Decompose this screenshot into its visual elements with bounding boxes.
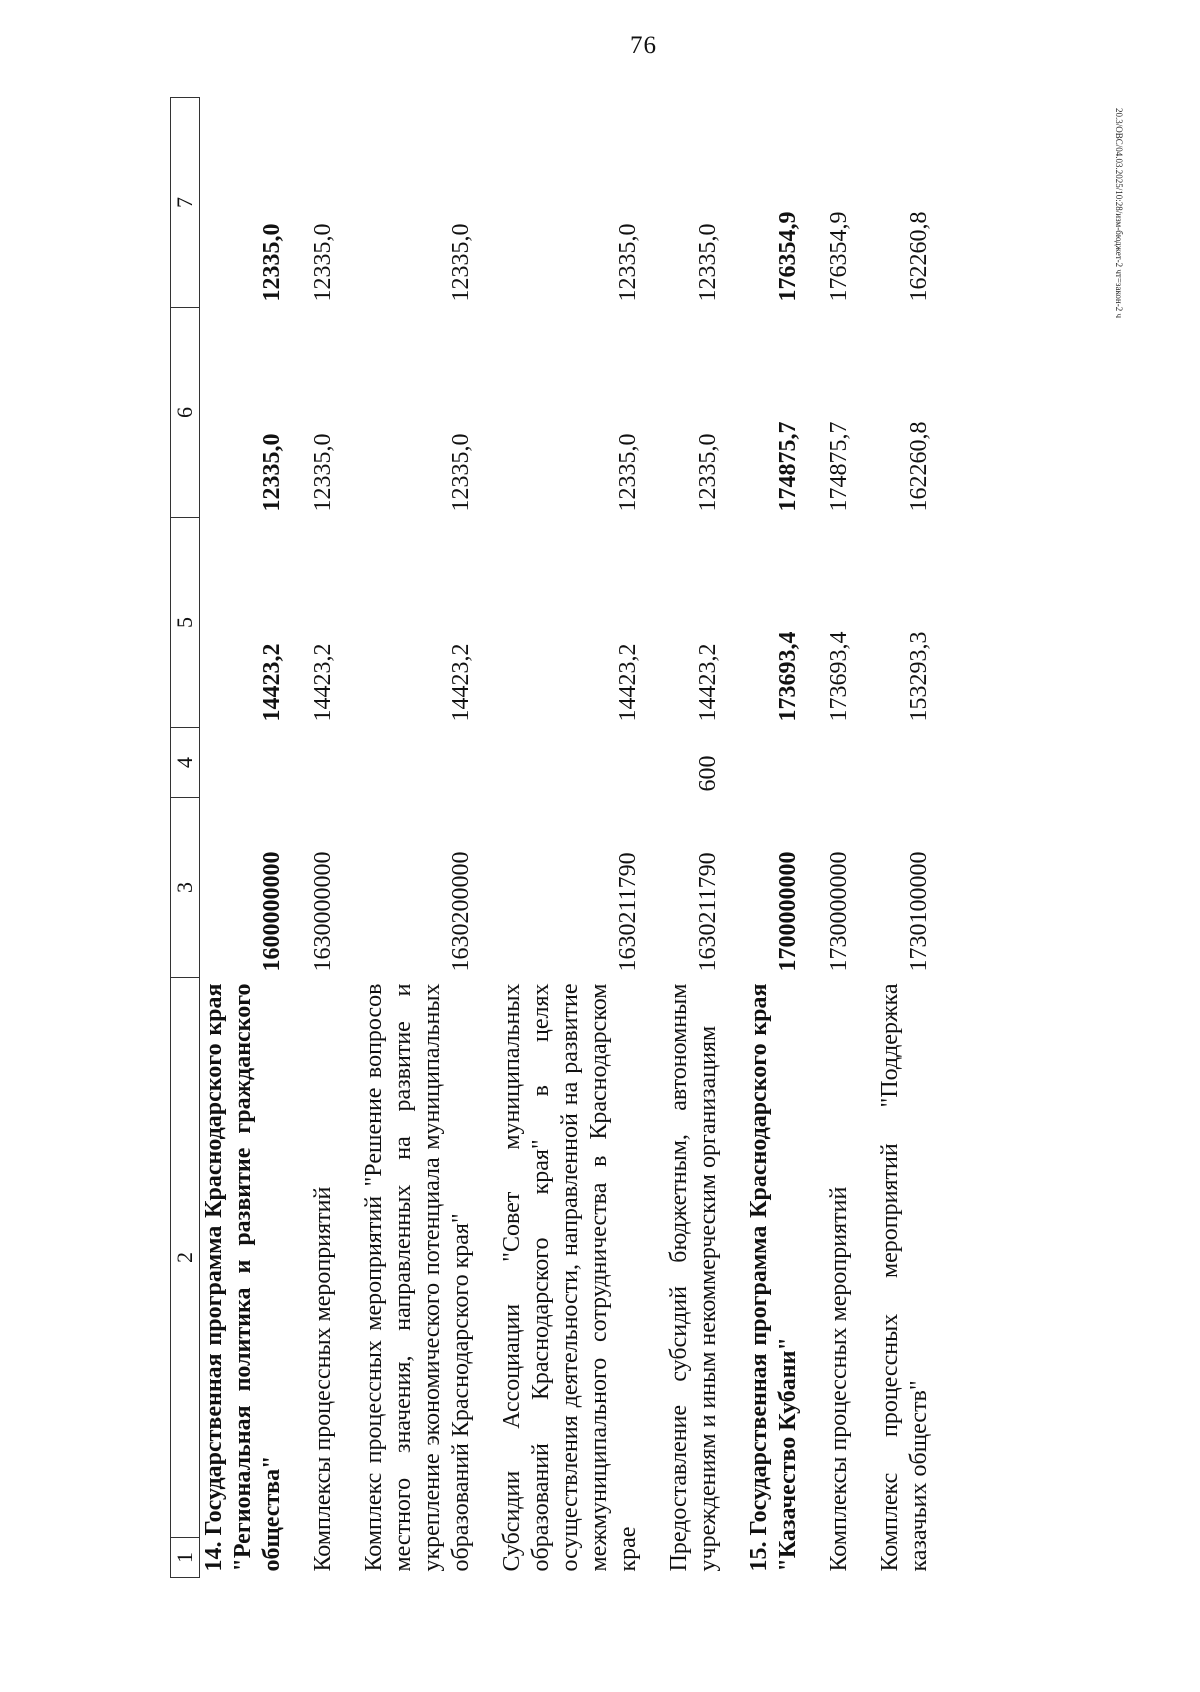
expense-type-code bbox=[200, 728, 310, 798]
amount-year-2: 12335,0 bbox=[259, 433, 285, 512]
expense-type-code bbox=[745, 728, 825, 798]
classification-code: 1630000000 bbox=[310, 851, 336, 972]
amount-year-3: 12335,0 bbox=[615, 223, 641, 302]
amount-year-1: 14423,2 bbox=[310, 643, 336, 722]
row-name-cell bbox=[498, 978, 665, 1578]
classification-code: 1630211790 bbox=[695, 852, 721, 972]
column-header-4: 4 bbox=[171, 728, 200, 798]
row-name: Предоставление субсидий бюджетным, автономным учреждениям и иным некоммерческим организациям bbox=[666, 983, 721, 1572]
amount-year-3: 12335,0 bbox=[448, 223, 474, 302]
classification-code: 1700000000 bbox=[775, 851, 801, 972]
amount-year-1: 173693,4 bbox=[826, 631, 852, 722]
amount-year-3: 12335,0 bbox=[259, 223, 285, 302]
expense-type-code bbox=[876, 728, 956, 798]
row-name: Комплекс процессных мероприятий "Решение вопросов местного значения, направленных на развитие и укрепление экономического потенциала муниципальных образований Краснодарского края" bbox=[361, 983, 474, 1572]
expense-type-code: 600 bbox=[695, 755, 721, 792]
classification-code: 1730100000 bbox=[906, 851, 932, 972]
row-name-cell bbox=[309, 978, 360, 1578]
column-header-5: 5 bbox=[171, 518, 200, 728]
amount-year-2: 162260,8 bbox=[906, 421, 932, 512]
amount-year-1: 153293,3 bbox=[906, 631, 932, 722]
table-header bbox=[171, 98, 200, 1578]
expense-type-code bbox=[825, 728, 876, 798]
amount-year-1: 173693,4 bbox=[775, 631, 801, 722]
table-row bbox=[309, 98, 360, 1578]
expense-type-code bbox=[498, 728, 665, 798]
table-body bbox=[200, 98, 957, 1578]
amount-year-2: 12335,0 bbox=[310, 433, 336, 512]
classification-code: 1630211790 bbox=[615, 852, 641, 972]
classification-code: 1730000000 bbox=[826, 851, 852, 972]
amount-year-1: 14423,2 bbox=[615, 643, 641, 722]
row-name: Комплексы процессных мероприятий bbox=[310, 1186, 336, 1572]
expense-type-code bbox=[309, 728, 360, 798]
classification-code: 1630200000 bbox=[448, 851, 474, 972]
table-row bbox=[665, 98, 745, 1578]
table-row bbox=[876, 98, 956, 1578]
classification-code: 1600000000 bbox=[259, 851, 285, 972]
table-row bbox=[200, 98, 310, 1578]
amount-year-2: 174875,7 bbox=[826, 421, 852, 512]
page-number: 76 bbox=[630, 32, 657, 59]
row-name-cell bbox=[200, 978, 310, 1578]
row-name-cell bbox=[825, 978, 876, 1578]
amount-year-1: 14423,2 bbox=[448, 643, 474, 722]
document-footer-code: 20.3/ОВС/04.03.2025/10:28/изм-бюджет-2 чт=закон-2 ч bbox=[1114, 108, 1124, 318]
amount-year-3: 12335,0 bbox=[695, 223, 721, 302]
amount-year-2: 174875,7 bbox=[775, 421, 801, 512]
row-name: Государственная программа Краснодарского края "Региональная политика и развитие гражданского общества" bbox=[201, 983, 285, 1572]
header-row bbox=[171, 98, 200, 1578]
amount-year-3: 176354,9 bbox=[775, 211, 801, 302]
row-name-cell bbox=[876, 978, 956, 1578]
row-number: 15. bbox=[746, 1541, 772, 1572]
row-name-cell bbox=[665, 978, 745, 1578]
column-header-1: 1 bbox=[171, 1538, 200, 1578]
row-name-cell bbox=[745, 978, 825, 1578]
amount-year-1: 14423,2 bbox=[259, 643, 285, 722]
row-name: Комплексы процессных мероприятий bbox=[826, 1186, 852, 1572]
budget-table-container bbox=[170, 98, 1030, 1578]
budget-table bbox=[170, 97, 956, 1578]
table-row bbox=[825, 98, 876, 1578]
amount-year-2: 12335,0 bbox=[615, 433, 641, 512]
expense-type-code bbox=[360, 728, 498, 798]
amount-year-3: 162260,8 bbox=[906, 211, 932, 302]
row-name: Субсидии Ассоциации "Совет муниципальных образований Краснодарского края" в целях осуществления деятельности, направленной на развитие межмуниципального сотрудничества в Краснодарском крае bbox=[499, 983, 641, 1572]
row-name: Комплекс процессных мероприятий "Поддержка казачьих обществ" bbox=[877, 983, 932, 1572]
amount-year-1: 14423,2 bbox=[695, 643, 721, 722]
column-header-3: 3 bbox=[171, 798, 200, 978]
column-header-6: 6 bbox=[171, 308, 200, 518]
column-header-2: 2 bbox=[171, 978, 200, 1538]
row-name: Государственная программа Краснодарского края "Казачество Кубани" bbox=[746, 983, 801, 1572]
table-row bbox=[498, 98, 665, 1578]
table-row bbox=[745, 98, 825, 1578]
amount-year-2: 12335,0 bbox=[695, 433, 721, 512]
row-name-cell bbox=[360, 978, 498, 1578]
amount-year-3: 12335,0 bbox=[310, 223, 336, 302]
row-number: 14. bbox=[201, 1541, 227, 1572]
amount-year-3: 176354,9 bbox=[826, 211, 852, 302]
amount-year-2: 12335,0 bbox=[448, 433, 474, 512]
table-row bbox=[360, 98, 498, 1578]
column-header-7: 7 bbox=[171, 98, 200, 308]
